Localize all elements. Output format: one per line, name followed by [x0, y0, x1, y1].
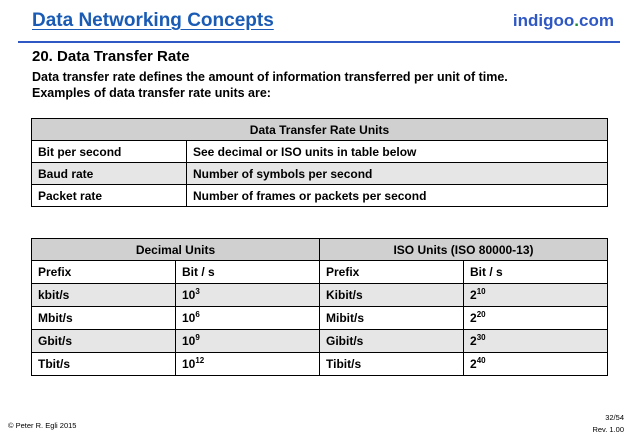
unit-description: See decimal or ISO units in table below — [187, 141, 608, 163]
iso-prefix: Gibit/s — [320, 330, 464, 353]
units-table-heading: Data Transfer Rate Units — [32, 119, 608, 141]
intro-line: Data transfer rate defines the amount of information transferred per unit of time. — [32, 70, 508, 84]
table-row — [32, 307, 608, 330]
intro-line: Examples of data transfer rate units are: — [32, 86, 271, 100]
table-row — [32, 141, 608, 163]
column-header-row — [32, 261, 608, 284]
iso-value: $2^{30}$ — [464, 330, 608, 353]
column-header: Bit / s — [464, 261, 608, 284]
unit-name: Baud rate — [32, 163, 187, 185]
unit-description: Number of frames or packets per second — [187, 185, 608, 207]
decimal-value: $10^3$ — [176, 284, 320, 307]
brand-tld: com — [579, 11, 614, 30]
footer-copyright: © Peter R. Egli 2015 — [8, 421, 77, 430]
iso-prefix: Kibit/s — [320, 284, 464, 307]
iso-value: $2^{10}$ — [464, 284, 608, 307]
column-header: Prefix — [320, 261, 464, 284]
table-row — [32, 185, 608, 207]
unit-description: Number of symbols per second — [187, 163, 608, 185]
iso-prefix: Tibit/s — [320, 353, 464, 376]
decimal-prefix: kbit/s — [32, 284, 176, 307]
decimal-value: $10^6$ — [176, 307, 320, 330]
decimal-prefix: Tbit/s — [32, 353, 176, 376]
table-row — [32, 353, 608, 376]
revision-label: Rev. 1.00 — [592, 425, 624, 434]
decimal-prefix: Gbit/s — [32, 330, 176, 353]
intro-text — [32, 69, 508, 101]
column-header: Prefix — [32, 261, 176, 284]
units-table — [31, 118, 608, 207]
brand-logo — [513, 11, 614, 31]
section-title: 20. Data Transfer Rate — [32, 48, 190, 65]
header-divider — [18, 41, 620, 43]
decimal-units-heading: Decimal Units — [32, 239, 320, 261]
brand-dot: . — [574, 11, 580, 30]
page-title: Data Networking Concepts — [32, 10, 274, 31]
decimal-value: $10^9$ — [176, 330, 320, 353]
table-row — [32, 330, 608, 353]
table-row — [32, 163, 608, 185]
iso-value: $2^{20}$ — [464, 307, 608, 330]
column-header: Bit / s — [176, 261, 320, 284]
unit-name: Bit per second — [32, 141, 187, 163]
decimal-value: $10^{12}$ — [176, 353, 320, 376]
prefix-table — [31, 238, 608, 376]
iso-value: $2^{40}$ — [464, 353, 608, 376]
page-number: 32/54 — [605, 413, 624, 422]
iso-units-heading: ISO Units (ISO 80000-13) — [320, 239, 608, 261]
decimal-prefix: Mbit/s — [32, 307, 176, 330]
table-row — [32, 284, 608, 307]
iso-prefix: Mibit/s — [320, 307, 464, 330]
brand-name: indigoo — [512, 11, 575, 30]
group-header-row — [32, 239, 608, 261]
units-table-header-row — [32, 119, 608, 141]
unit-name: Packet rate — [32, 185, 187, 207]
